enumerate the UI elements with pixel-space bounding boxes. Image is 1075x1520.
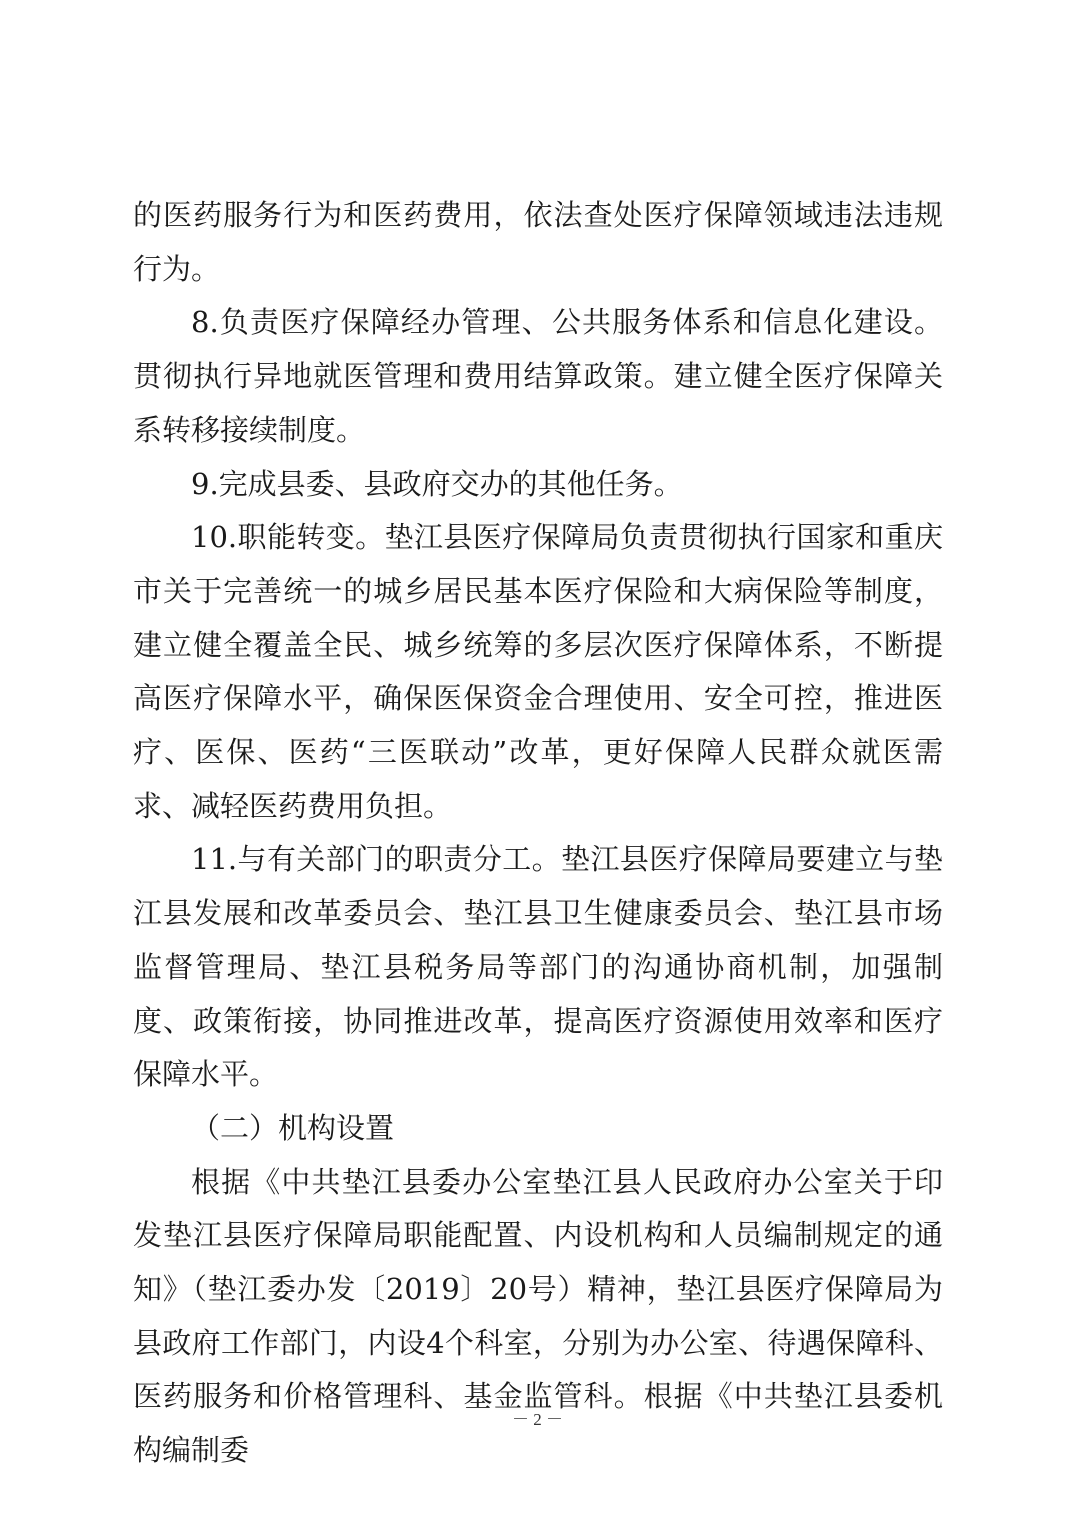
paragraph-item-11: 11.与有关部门的职责分工。垫江县医疗保障局要建立与垫江县发展和改革委员会、垫江县卫生健康委员会、垫江县市场监督管理局、垫江县税务局等部门的沟通协商机制，加强制度、政策衔接，协同推进改革，提高医疗资源使用效率和医疗保障水平。 [133, 842, 943, 1092]
paragraph-item-9: 9.完成县委、县政府交办的其他任务。 [191, 466, 683, 501]
paragraph-item-10: 10.职能转变。垫江县医疗保障局负责贯彻执行国家和重庆市关于完善统一的城乡居民基本医疗保险和大病保险等制度，建立健全覆盖全民、城乡统筹的多层次医疗保障体系，不断提高医疗保障水平，确保医保资金合理使用、安全可控，推进医疗、医保、医药“三医联动”改革，更好保障人民群众就医需求、减轻医药费用负担。 [133, 520, 943, 823]
document-body [133, 189, 943, 1478]
paragraph-institution-basis: 根据《中共垫江县委办公室垫江县人民政府办公室关于印发垫江县医疗保障局职能配置、内设机构和人员编制规定的通知》（垫江委办发〔2019〕20号）精神，垫江县医疗保障局为县政府工作部门，内设4个科室，分别为办公室、待遇保障科、医药服务和价格管理科、基金监管科。根据《中共垫江县委机构编制委 [133, 1164, 943, 1468]
page-number: － 2 － [512, 1410, 563, 1429]
paragraph-continuation: 的医药服务行为和医药费用，依法查处医疗保障领域违法违规行为。 [133, 198, 943, 286]
paragraph-item-8: 8.负责医疗保障经办管理、公共服务体系和信息化建设。贯彻执行异地就医管理和费用结算政策。建立健全医疗保障关系转移接续制度。 [133, 305, 943, 447]
section-heading-institution: （二）机构设置 [191, 1110, 395, 1145]
